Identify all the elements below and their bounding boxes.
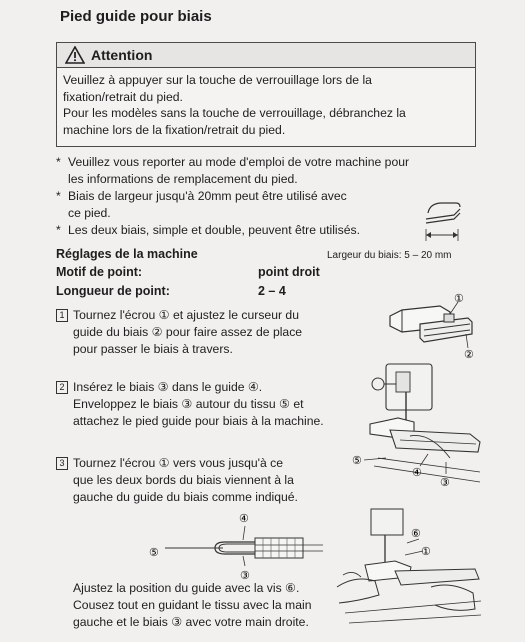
attention-body [57, 68, 475, 138]
bias-width-illustration [420, 195, 470, 245]
note-item [56, 222, 476, 239]
setting-label: Motif de point: [56, 265, 143, 279]
step-line: Insérez le biais ③ dans le guide ④. [73, 380, 263, 394]
final-line: Cousez tout en guidant le tissu avec la main [73, 598, 312, 612]
note-line: ce pied. [68, 205, 111, 220]
note-item [56, 188, 476, 221]
notes-list [56, 154, 476, 239]
step-number: 1 [56, 309, 68, 322]
step-line: Tournez l'écrou ① et ajustez le curseur du [73, 308, 299, 322]
warning-icon [65, 46, 85, 64]
note-line: Les deux biais, simple et double, peuvent être utilisés. [68, 223, 360, 238]
bullet-marker: * [56, 189, 61, 204]
bullet-marker: * [56, 155, 61, 169]
attention-label: Attention [91, 47, 153, 63]
bias-guide-foot-illustration [380, 288, 480, 363]
attention-line: machine lors de la fixation/retrait du pied. [63, 122, 286, 137]
note-item [56, 154, 476, 187]
callout-2: ② [464, 349, 474, 361]
step-number: 3 [56, 457, 68, 470]
note-line: Veuillez vous reporter au mode d'emploi de votre machine pour [68, 155, 410, 169]
step-line: attachez le pied guide pour biais à la machine. [73, 414, 324, 428]
setting-value: point droit [258, 265, 320, 279]
bullet-marker: * [56, 223, 61, 238]
step-line: que les deux bords du biais viennent à la [73, 473, 294, 487]
step-line: Enveloppez le biais ③ autour du tissu ⑤ et [73, 397, 304, 411]
machine-attachment-illustration [350, 362, 485, 492]
attention-box [56, 42, 476, 147]
attention-line: fixation/retrait du pied. [63, 89, 183, 104]
callout-3: ③ [440, 477, 450, 489]
step-line: pour passer le biais à travers. [73, 342, 233, 356]
sewing-hands-illustration [335, 505, 485, 630]
step-line: guide du biais ② pour faire assez de place [73, 325, 303, 339]
setting-label: Longueur de point: [56, 284, 170, 298]
callout-3: ③ [240, 570, 250, 582]
note-line: Biais de largeur jusqu'à 20mm peut être utilisé avec [68, 189, 347, 204]
attention-header [57, 43, 475, 68]
step-number: 2 [56, 381, 68, 394]
step-line: gauche du guide du biais comme indiqué. [73, 490, 298, 504]
settings-heading: Réglages de la machine [56, 247, 198, 261]
step-1 [56, 307, 302, 358]
attention-line: Pour les modèles sans la touche de verrouillage, débranchez la [63, 106, 406, 120]
callout-5: ⑤ [352, 455, 362, 467]
final-line: gauche et le biais ③ avec votre main droite. [73, 615, 309, 629]
callout-6: ⑥ [411, 528, 421, 540]
page-title: Pied guide pour biais [60, 8, 212, 25]
final-instructions [73, 580, 311, 631]
callout-1: ① [454, 293, 464, 305]
step-line: Tournez l'écrou ① vers vous jusqu'à ce [73, 456, 284, 470]
final-line: Ajustez la position du guide avec la vis ⑥. [73, 581, 300, 595]
width-note: Largeur du biais: 5 – 20 mm [327, 250, 452, 261]
callout-4: ④ [412, 467, 422, 479]
step-3 [56, 455, 298, 506]
callout-1: ① [421, 546, 431, 558]
setting-value: 2 – 4 [258, 284, 286, 298]
callout-4: ④ [239, 513, 249, 525]
callout-5: ⑤ [149, 547, 159, 559]
step-2 [56, 379, 324, 430]
note-line: les informations de remplacement du pied. [68, 171, 298, 186]
attention-line: Veuillez à appuyer sur la touche de verrouillage lors de la [63, 73, 372, 87]
bias-fold-cross-section [145, 508, 330, 584]
